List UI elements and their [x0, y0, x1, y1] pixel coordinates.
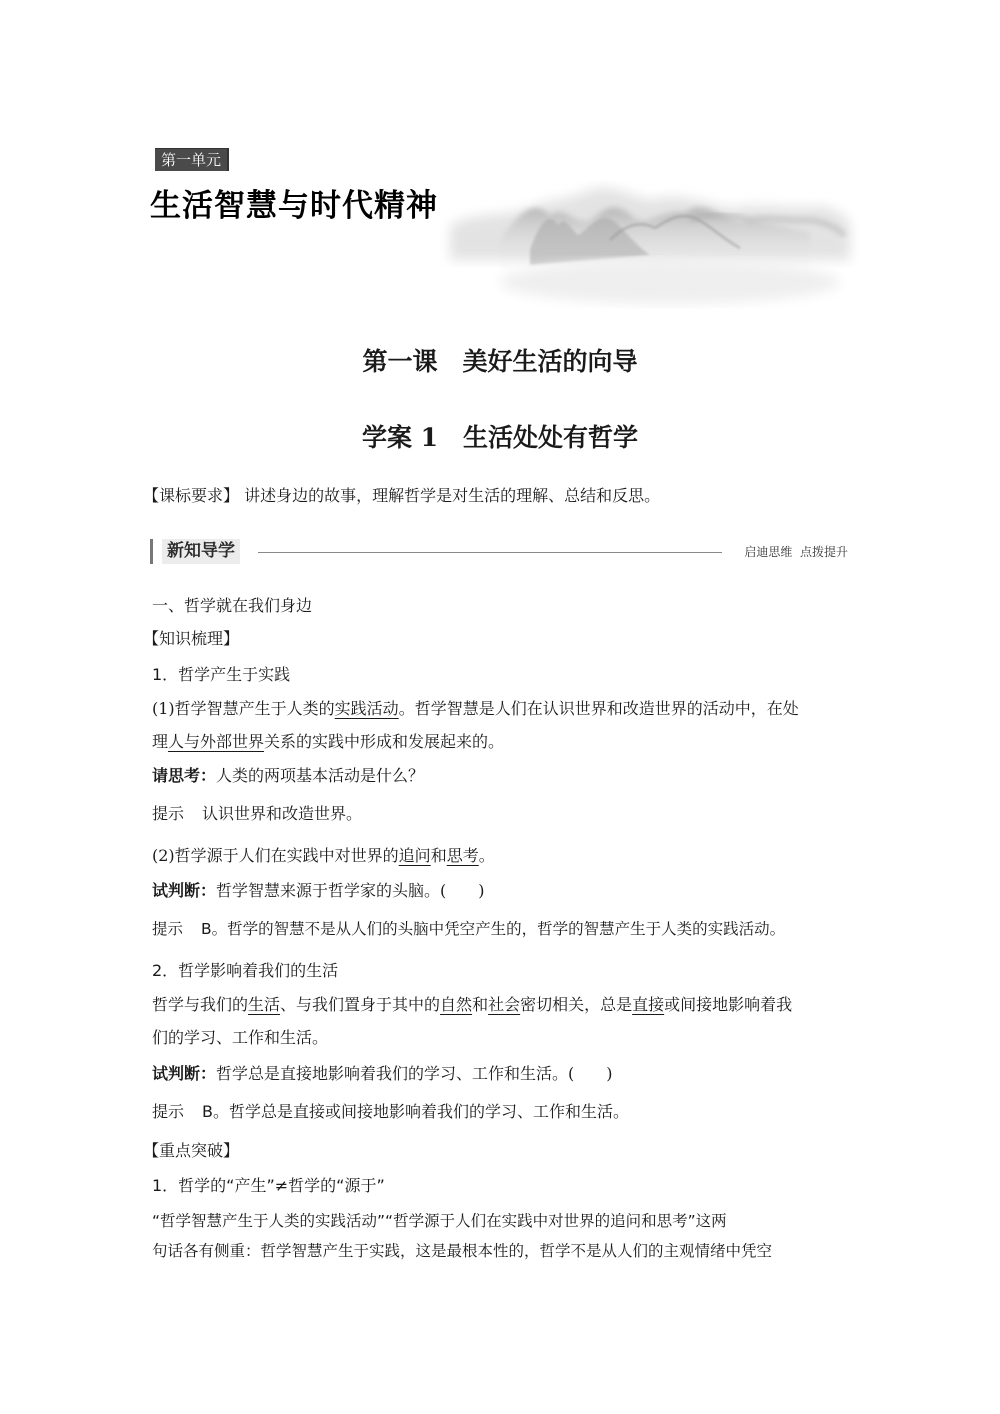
section-stripe	[150, 539, 153, 564]
curriculum-standard: 【课标要求】 讲述身边的故事，理解哲学是对生活的理解、总结和反思。	[143, 486, 661, 505]
lesson-title: 第一课 美好生活的向导	[362, 347, 638, 376]
think-text: 人类的两项基本活动是什么？	[216, 766, 425, 785]
paragraph-line	[152, 994, 792, 1016]
judge-label: 试判断：	[152, 1064, 217, 1083]
judge-label: 试判断：	[152, 881, 217, 900]
underlined-term: 自然	[440, 995, 473, 1014]
underlined-term: 思考	[446, 846, 479, 865]
text-segment: (1)哲学智慧产生于人类的	[152, 699, 335, 718]
underlined-term: 社会	[488, 995, 521, 1014]
text-segment: 或间接地影响着我	[664, 995, 793, 1014]
text-segment: 关系的实践中形成和发展起来的。	[264, 732, 505, 751]
hint-text: B。哲学总是直接或间接地影响着我们的学习、工作和生活。	[202, 1102, 629, 1121]
text-segment: 理	[152, 732, 169, 751]
section-label: 新知导学	[162, 539, 240, 564]
text-segment: 、与我们置身于其中的	[280, 995, 441, 1014]
think-label: 请思考：	[152, 766, 217, 785]
underlined-term: 追问	[398, 846, 431, 865]
section-rule	[258, 552, 722, 553]
paragraph-line	[152, 698, 799, 720]
text-segment: 。	[478, 846, 495, 865]
hint-line	[152, 918, 785, 940]
judge-text: 哲学总是直接地影响着我们的学习、工作和生活。( )	[216, 1064, 613, 1083]
section-tagline: 启迪思维 点拨提升	[744, 545, 848, 559]
hint-text: B。哲学的智慧不是从人们的头脑中凭空产生的，哲学的智慧产生于人类的实践活动。	[201, 920, 786, 938]
paragraph-line	[152, 731, 504, 753]
item-heading: 2．哲学影响着我们的生活	[152, 961, 339, 980]
hint-text: 认识世界和改造世界。	[202, 804, 363, 823]
key-heading: 1．哲学的“产生”≠哲学的“源于”	[152, 1176, 385, 1195]
ink-mountain-landscape-icon	[440, 170, 860, 310]
judge-text: 哲学智慧来源于哲学家的头脑。( )	[216, 881, 485, 900]
hint-label: 提示	[152, 920, 184, 938]
unit-badge: 第一单元	[155, 148, 229, 171]
unit-title: 生活智慧与时代精神	[150, 188, 438, 224]
paragraph-line: 句话各有侧重：哲学智慧产生于实践，这是最根本性的，哲学不是从人们的主观情绪中凭空	[152, 1242, 773, 1260]
text-segment: (2)哲学源于人们在实践中对世界的	[152, 846, 399, 865]
part-heading: 一、哲学就在我们身边	[152, 596, 313, 615]
underlined-term: 直接	[632, 995, 665, 1014]
judge-question	[152, 880, 485, 902]
paragraph-line: “哲学智慧产生于人类的实践活动”“哲学源于人们在实践中对世界的追问和思考”这两	[152, 1212, 727, 1230]
paragraph-line: 们的学习、工作和生活。	[152, 1028, 329, 1047]
hint-line	[152, 1101, 629, 1123]
think-question	[152, 765, 424, 787]
text-segment: 和	[472, 995, 489, 1014]
text-segment: 和	[430, 846, 447, 865]
hint-label: 提示	[152, 804, 185, 823]
judge-question	[152, 1063, 613, 1085]
text-segment: 哲学与我们的	[152, 995, 249, 1014]
item-heading: 1．哲学产生于实践	[152, 665, 291, 684]
hint-label: 提示	[152, 1102, 185, 1121]
knowledge-label: 【知识梳理】	[143, 629, 240, 648]
text-segment: 。哲学智慧是人们在认识世界和改造世界的活动中，在处	[398, 699, 799, 718]
mist	[500, 260, 840, 304]
underlined-term: 实践活动	[334, 699, 399, 718]
paragraph-line	[152, 845, 495, 867]
hint-line	[152, 803, 362, 825]
case-title: 学案 1 生活处处有哲学	[361, 423, 639, 452]
underlined-term: 生活	[248, 995, 281, 1014]
section-header-bar	[150, 537, 850, 567]
text-segment: 密切相关，总是	[520, 995, 633, 1014]
underlined-term: 人与外部世界	[168, 732, 265, 751]
key-points-label: 【重点突破】	[143, 1141, 240, 1160]
